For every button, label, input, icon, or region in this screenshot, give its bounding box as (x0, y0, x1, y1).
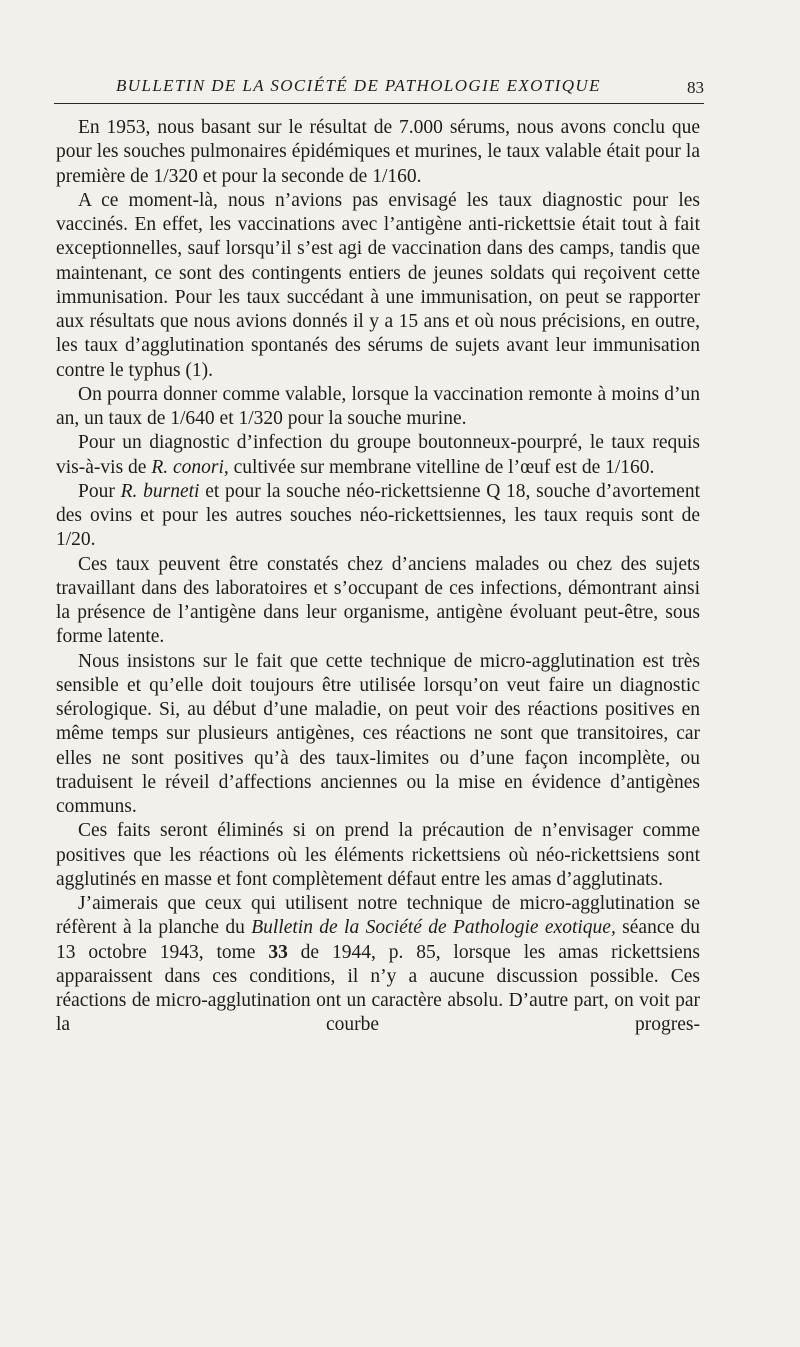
paragraph-5 (56, 480, 700, 553)
paragraph-4-text-a: Pour un diagnostic d’infection du groupe boutonneux-pourpré, le taux requis vis-à-vis de (56, 432, 700, 478)
paragraph-4 (56, 431, 700, 480)
paragraph-9-text-c: de 1944, p. 85, lorsque les amas rickettsiens apparaissent dans ces conditions, il n’y a aucune discussion possible. Ces réactions de micro-agglutination ont un caractère absolu. D’autre part, on voit par la courbe progres- (56, 941, 700, 1036)
paragraph-9-text-b: séance du 13 octobre 1943, tome (56, 917, 700, 963)
species-name-conori: R. conori, (151, 456, 229, 478)
header-rule (54, 103, 704, 104)
paragraph-4-text-b: cultivée sur membrane vitelline de l’œuf est de 1/160. (228, 456, 655, 478)
paragraph-2: A ce moment-là, nous n’avions pas envisagé les taux diagnostic pour les vaccinés. En effet, les vaccinations avec l’antigène anti-rickettsie était tout à fait exceptionnelles, sauf lorsqu’il s’est agi de vaccination dans des camps, tandis que maintenant, ce sont des contingents entiers de jeunes soldats qui reçoivent cette immunisation. Pour les taux succédant à une immunisation, on peut se rapporter aux résultats que nous avions donnés il y a 15 ans et où nous précisions, en outre, les taux d’agglutination spontanés des sérums de sujets avant leur immunisation contre le typhus (1). (56, 189, 700, 381)
paragraph-6: Ces taux peuvent être constatés chez d’anciens malades ou chez des sujets travaillant dans des laboratoires et s’occupant de ces infections, démontrant ainsi la présence de l’antigène dans leur organisme, antigène évoluant peut-être, sous forme latente. (56, 553, 700, 648)
paragraph-5-text-a: Pour (78, 480, 121, 502)
paragraph-1: En 1953, nous basant sur le résultat de 7.000 sérums, nous avons conclu que pour les souches pulmonaires épidémiques et murines, le taux valable était pour la première de 1/320 et pour la seconde de 1/160. (56, 117, 700, 187)
running-header (54, 72, 704, 102)
page-number: 83 (687, 78, 704, 97)
paragraph-9 (56, 892, 700, 1038)
journal-title: BULLETIN DE LA SOCIÉTÉ DE PATHOLOGIE EXOTIQUE (116, 76, 601, 95)
body-text (56, 116, 700, 1038)
paragraph-9-text-a: J’aimerais que ceux qui utilisent notre technique de micro-agglutination se réfèrent à la planche du (56, 893, 700, 939)
species-name-burneti: R. burneti (120, 480, 200, 502)
paragraph-8: Ces faits seront éliminés si on prend la précaution de n’envisager comme positives que les réactions où les éléments rickettsiens où néo-rickettsiens sont agglutinés en masse et font complètement défaut entre les amas d’agglutinats. (56, 820, 700, 890)
paragraph-3: On pourra donner comme valable, lorsque la vaccination remonte à moins d’un an, un taux de 1/640 et 1/320 pour la souche murine. (56, 383, 700, 429)
bulletin-citation: Bulletin de la Société de Pathologie exotique, (251, 917, 616, 939)
paragraph-5-text-b: et pour la souche néo-rickettsienne Q 18, souche d’avortement des ovins et pour les autres souches néo-rickettsiennes, les taux requis sont de 1/20. (56, 480, 700, 551)
paragraph-7: Nous insistons sur le fait que cette technique de micro-agglutination est très sensible et qu’elle doit toujours être utilisée lorsqu’on veut faire un diagnostic sérologique. Si, au début d’une maladie, on peut voir des réactions positives en même temps sur plusieurs antigènes, ces réactions ne sont que transitoires, car elles ne sont positives qu’à des taux-limites ou d’une façon incomplète, ou traduisent le réveil d’affections anciennes ou la mise en évidence d’antigènes communs. (56, 650, 700, 817)
volume-number: 33 (268, 941, 288, 963)
